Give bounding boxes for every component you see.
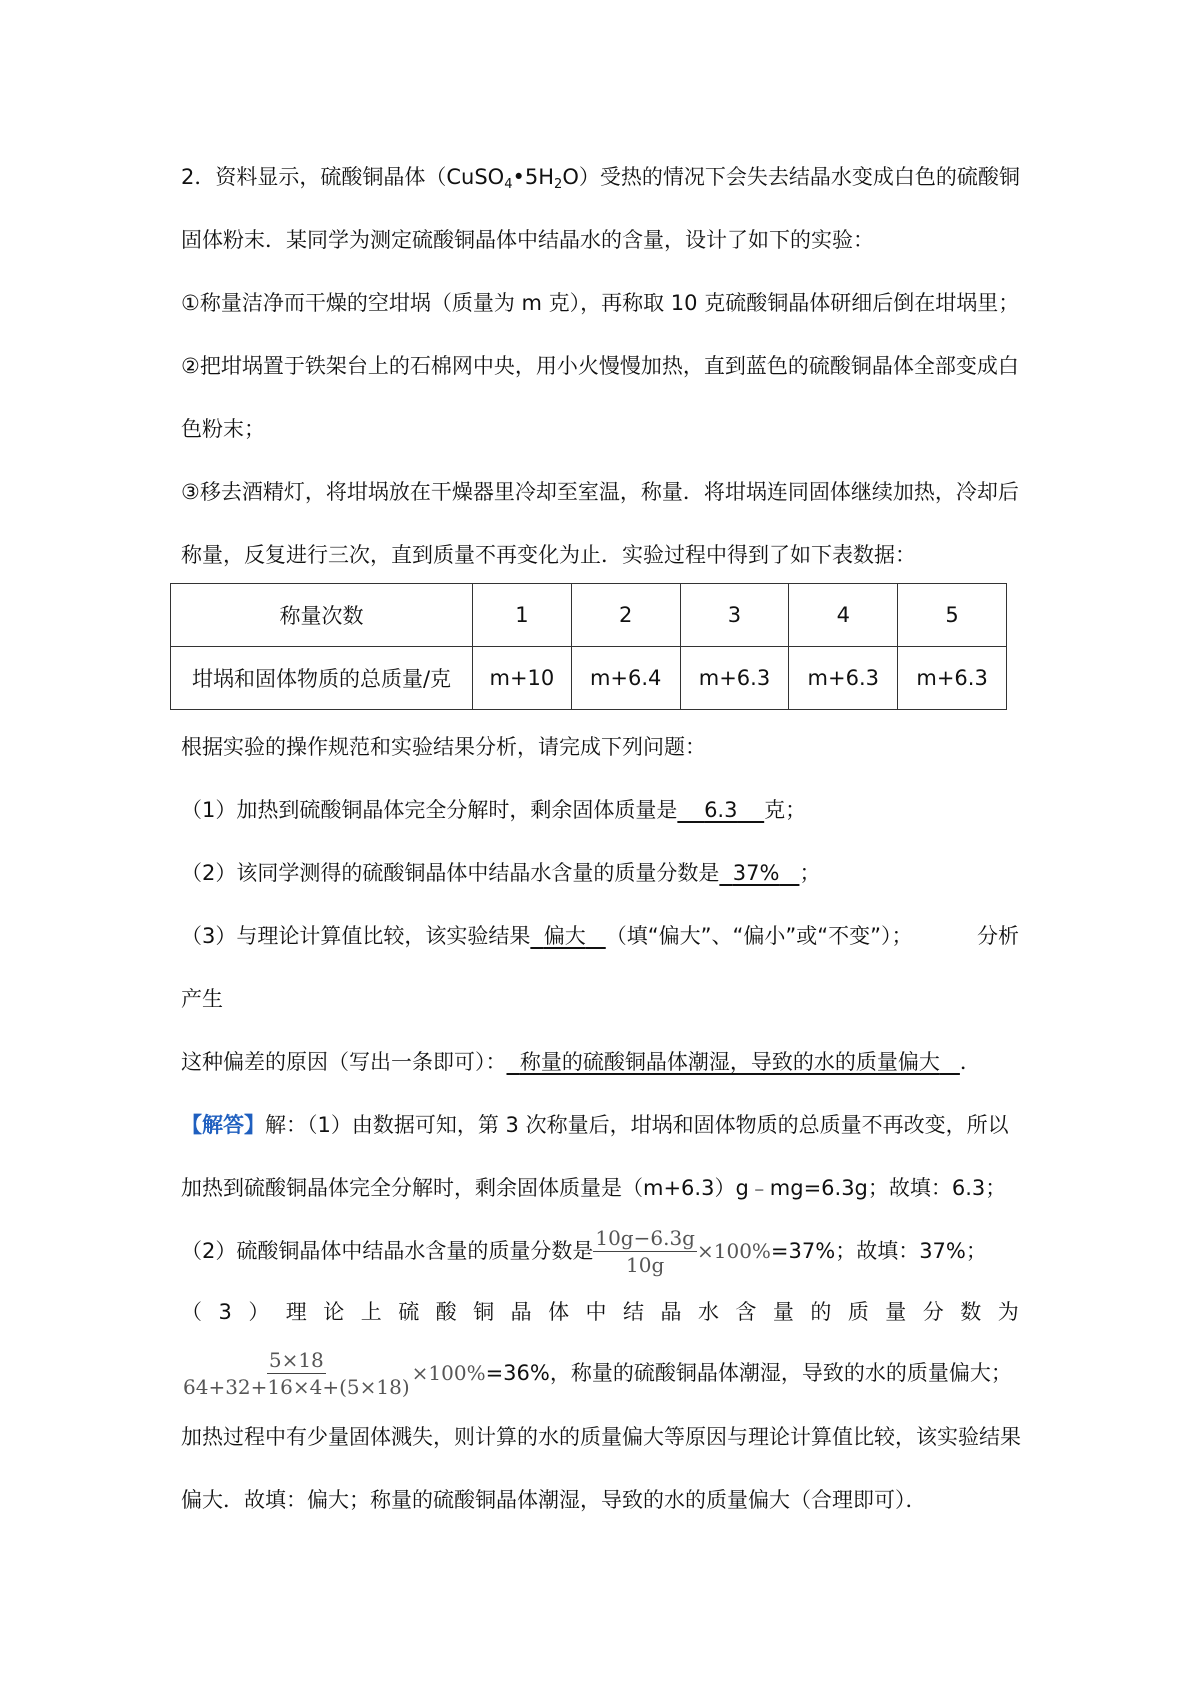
answer-value: 37% — [732, 861, 780, 885]
question-text: （1）加热到硫酸铜晶体完全分解时，剩余固体质量是 — [181, 798, 678, 822]
questions-intro: 根据实验的操作规范和实验结果分析，请完成下列问题： — [181, 735, 706, 759]
answer-char: 体 — [548, 1300, 570, 1324]
step-3-line-1: ③移去酒精灯，将坩埚放在干燥器里冷却至室温，称量．将坩埚连同固体继续加热，冷却后 — [181, 480, 1019, 504]
question-text: （填“偏大”、“偏小”或“不变”）； — [605, 924, 913, 948]
answer-char: 结 — [623, 1300, 644, 1324]
fraction-numerator: 5×18 — [268, 1347, 324, 1372]
answer-char: 硫 — [398, 1300, 420, 1324]
table-header-cell: 1 — [473, 584, 572, 647]
step-3-line-2: 称量，反复进行三次，直到质量不再变化为止．实验过程中得到了如下表数据： — [181, 543, 916, 567]
answer-char: 铜 — [473, 1300, 495, 1324]
question-text: ． — [959, 1050, 981, 1074]
table-cell: m+6.3 — [789, 647, 898, 710]
question-text: （2）该同学测得的硫酸铜晶体中结晶水含量的质量分数是 — [181, 861, 720, 885]
question-3 — [181, 921, 1019, 951]
answer-char: 理 — [285, 1300, 307, 1324]
answer-char: 论 — [323, 1300, 345, 1324]
answer-text: 解：（1）由数据可知，第 3 次称量后，坩埚和固体物质的总质量不再改变，所以 — [265, 1113, 1009, 1137]
question-text: 克； — [764, 798, 807, 822]
answer-char: 晶 — [510, 1300, 532, 1324]
answer-char: 3 — [218, 1300, 232, 1324]
table-cell: m+6.4 — [571, 647, 680, 710]
table-cell: m+6.3 — [898, 647, 1007, 710]
answer-line-5 — [181, 1345, 1019, 1401]
subscript: 4 — [504, 177, 513, 192]
table-header-cell: 4 — [789, 584, 898, 647]
question-3-line-3 — [181, 1047, 1019, 1077]
table-header-cell: 5 — [898, 584, 1007, 647]
problem-text: O）受热的情况下会失去结晶水变成白色的硫酸铜 — [562, 165, 1020, 189]
answer-char: 酸 — [435, 1300, 457, 1324]
fraction-numerator: 10g−6.3g — [595, 1225, 695, 1250]
problem-text: •5H — [512, 165, 555, 189]
table-row — [171, 584, 1007, 647]
answer-char: ） — [248, 1300, 270, 1324]
answer-line-6: 加热过程中有少量固体溅失，则计算的水的质量偏大等原因与理论计算值比较，该实验结果 — [181, 1425, 1021, 1449]
answer-char: 质 — [847, 1300, 869, 1324]
answer-char: 含 — [735, 1300, 757, 1324]
answer-value: 称量的硫酸铜晶体潮湿，导致的水的质量偏大 — [519, 1050, 940, 1074]
problem-line-2: 固体粉末．某同学为测定硫酸铜晶体中结晶水的含量，设计了如下的实验： — [181, 228, 874, 252]
question-text: 分析 — [977, 924, 1019, 948]
answer-text: （2）硫酸铜晶体中结晶水含量的质量分数是 — [181, 1239, 594, 1263]
question-3-line-2: 产生 — [181, 987, 223, 1011]
table-header-label: 称量次数 — [171, 584, 473, 647]
multiplier: ×100% — [696, 1239, 771, 1263]
answer-line-1 — [181, 1110, 1019, 1140]
step-2-line-2: 色粉末； — [181, 417, 265, 441]
data-table — [170, 583, 1007, 710]
answer-char: 量 — [885, 1300, 907, 1324]
question-3-main — [181, 921, 913, 951]
answer-tag: 【解答】 — [181, 1113, 265, 1137]
answer-char: 数 — [960, 1300, 982, 1324]
question-2 — [181, 858, 1019, 888]
step-2-line-1: ②把坩埚置于铁架台上的石棉网中央，用小火慢慢加热，直到蓝色的硫酸铜晶体全部变成白 — [181, 354, 1019, 378]
fraction — [181, 1348, 412, 1399]
answer-char: 晶 — [660, 1300, 682, 1324]
problem-line-1 — [181, 162, 1019, 192]
answer-blank — [530, 924, 605, 948]
table-cell: m+6.3 — [680, 647, 789, 710]
question-text: 这种偏差的原因（写出一条即可）： — [181, 1050, 507, 1074]
answer-line-2: 加热到硫酸铜晶体完全分解时，剩余固体质量是（m+6.3）g﹣mg=6.3g；故填：6.3； — [181, 1176, 1007, 1200]
question-text: （3）与理论计算值比较，该实验结果 — [181, 924, 531, 948]
fraction-denominator: 10g — [626, 1252, 665, 1277]
answer-char: 中 — [585, 1300, 607, 1324]
subscript: 2 — [554, 177, 563, 192]
answer-char: 为 — [997, 1300, 1019, 1324]
answer-char: 分 — [922, 1300, 944, 1324]
table-cell: m+10 — [473, 647, 572, 710]
fraction-denominator: 64+32+16×4+(5×18) — [183, 1374, 410, 1399]
problem-text: 2．资料显示，硫酸铜晶体（CuSO — [181, 165, 505, 189]
answer-char: 上 — [360, 1300, 382, 1324]
answer-blank — [719, 861, 799, 885]
table-header-cell: 3 — [680, 584, 789, 647]
answer-value: 偏大 — [543, 924, 586, 948]
answer-char: 的 — [810, 1300, 832, 1324]
multiplier: ×100% — [411, 1361, 486, 1385]
answer-char: 量 — [772, 1300, 794, 1324]
step-1: ①称量洁净而干燥的空坩埚（质量为 m 克），再称取 10 克硫酸铜晶体研细后倒在坩埚里； — [181, 291, 1020, 315]
answer-value: 6.3 — [704, 798, 738, 822]
answer-text: =36%，称量的硫酸铜晶体潮湿，导致的水的质量偏大； — [485, 1361, 1012, 1385]
answer-char: （ — [181, 1300, 202, 1324]
fraction — [593, 1226, 697, 1277]
answer-line-3 — [181, 1223, 1019, 1279]
answer-line-4 — [181, 1297, 1019, 1327]
table-row-label: 坩埚和固体物质的总质量/克 — [171, 647, 473, 710]
answer-blank — [677, 798, 764, 822]
table-header-cell: 2 — [571, 584, 680, 647]
answer-char: 水 — [697, 1300, 719, 1324]
answer-text: =37%；故填：37%； — [770, 1239, 987, 1263]
table-row — [171, 647, 1007, 710]
question-text: ； — [799, 861, 821, 885]
question-1 — [181, 795, 1019, 825]
answer-blank — [507, 1050, 960, 1074]
answer-line-7: 偏大．故填：偏大；称量的硫酸铜晶体潮湿，导致的水的质量偏大（合理即可）． — [181, 1488, 927, 1512]
